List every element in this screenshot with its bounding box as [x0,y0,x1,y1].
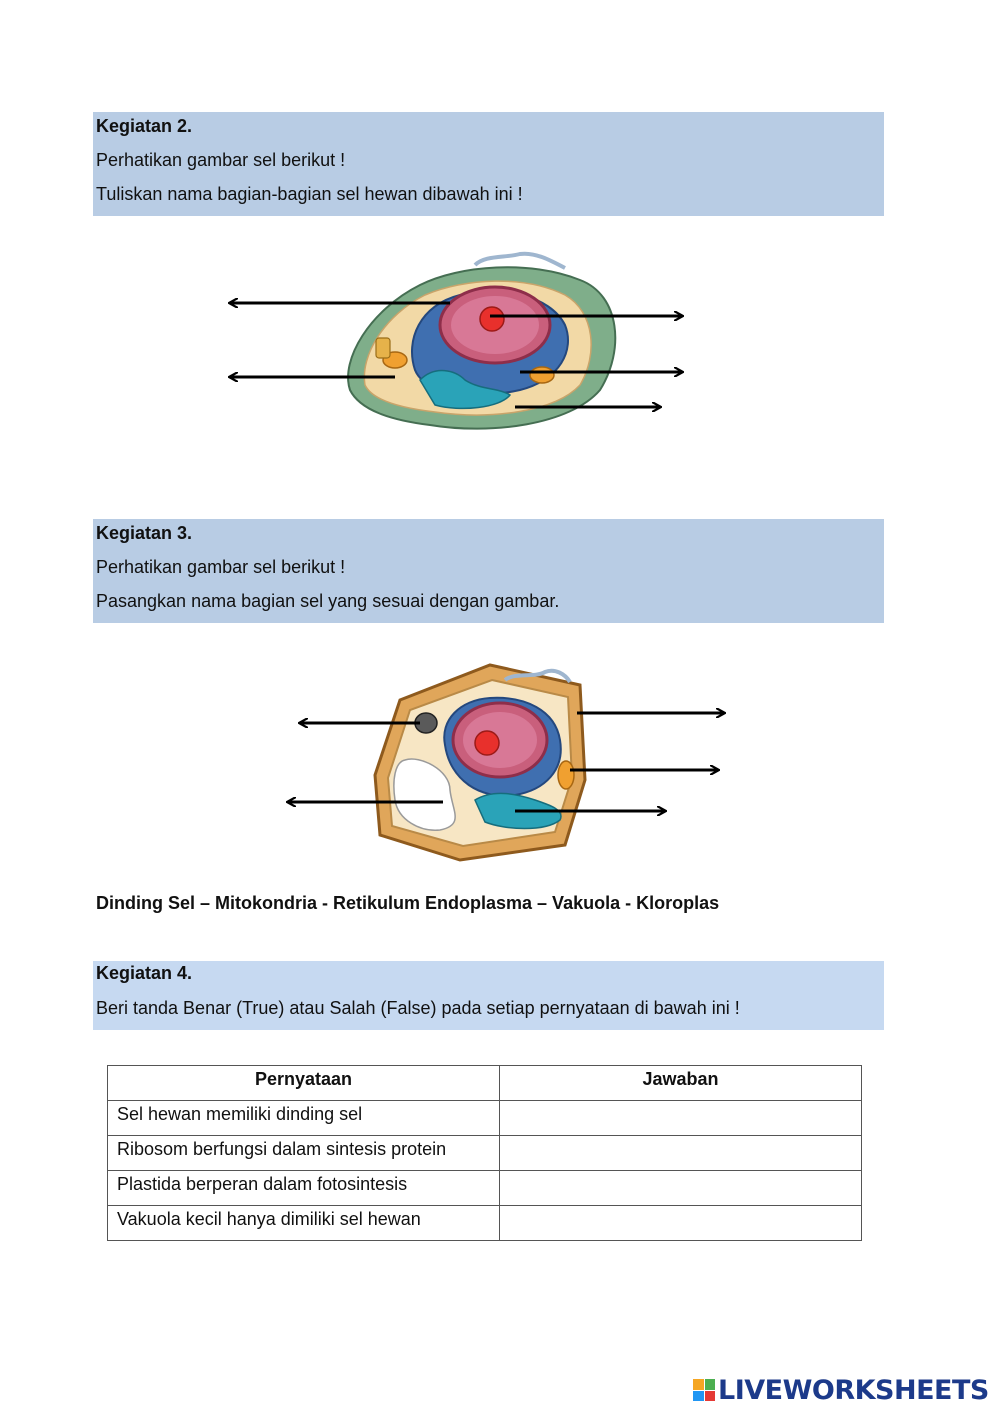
answer-cell[interactable] [500,1206,862,1241]
logo-square-4 [705,1391,716,1402]
answer-cell[interactable] [500,1136,862,1171]
logo-square-2 [705,1379,716,1390]
table-row [108,1136,862,1171]
logo-square-1 [693,1379,704,1390]
logo-square-3 [693,1391,704,1402]
header-answer: Jawaban [500,1066,862,1101]
plant-cell-illustration [375,665,585,860]
kegiatan-3-box [93,519,884,623]
plant-cell-diagram [280,660,740,870]
statement-cell: Vakuola kecil hanya dimiliki sel hewan [108,1206,500,1241]
kegiatan-2-instruction-1: Perhatikan gambar sel berikut ! [96,150,346,170]
table-row [108,1206,862,1241]
kegiatan-4-instruction: Beri tanda Benar (True) atau Salah (False) pada setiap pernyataan di bawah ini ! [96,998,740,1018]
table-row [108,1101,862,1136]
kegiatan-3-title: Kegiatan 3. [96,523,193,543]
word-bank: Dinding Sel – Mitokondria - Retikulum Endoplasma – Vakuola - Kloroplas [96,893,720,913]
kegiatan-3-instruction-2: Pasangkan nama bagian sel yang sesuai dengan gambar. [96,591,560,611]
statement-cell: Sel hewan memiliki dinding sel [108,1101,500,1136]
kegiatan-2-title: Kegiatan 2. [96,116,193,136]
kegiatan-3-instruction-1: Perhatikan gambar sel berikut ! [96,557,346,577]
brand-name: LIVEWORKSHEETS [718,1374,989,1406]
true-false-table [107,1065,862,1241]
answer-cell[interactable] [500,1171,862,1206]
kegiatan-4-box [93,961,884,1030]
kegiatan-2-instruction-2: Tuliskan nama bagian-bagian sel hewan dibawah ini ! [96,184,523,204]
animal-cell-diagram [220,240,700,450]
kegiatan-4-title: Kegiatan 4. [96,963,193,983]
answer-cell[interactable] [500,1101,862,1136]
statement-cell: Plastida berperan dalam fotosintesis [108,1171,500,1206]
header-statement: Pernyataan [108,1066,500,1101]
statement-cell: Ribosom berfungsi dalam sintesis protein [108,1136,500,1171]
table-header-row [108,1066,862,1101]
animal-cell-illustration [348,254,615,429]
table-row [108,1171,862,1206]
liveworksheets-brand[interactable] [693,1372,989,1408]
kegiatan-2-box [93,112,884,216]
liveworksheets-logo-icon [693,1379,715,1401]
